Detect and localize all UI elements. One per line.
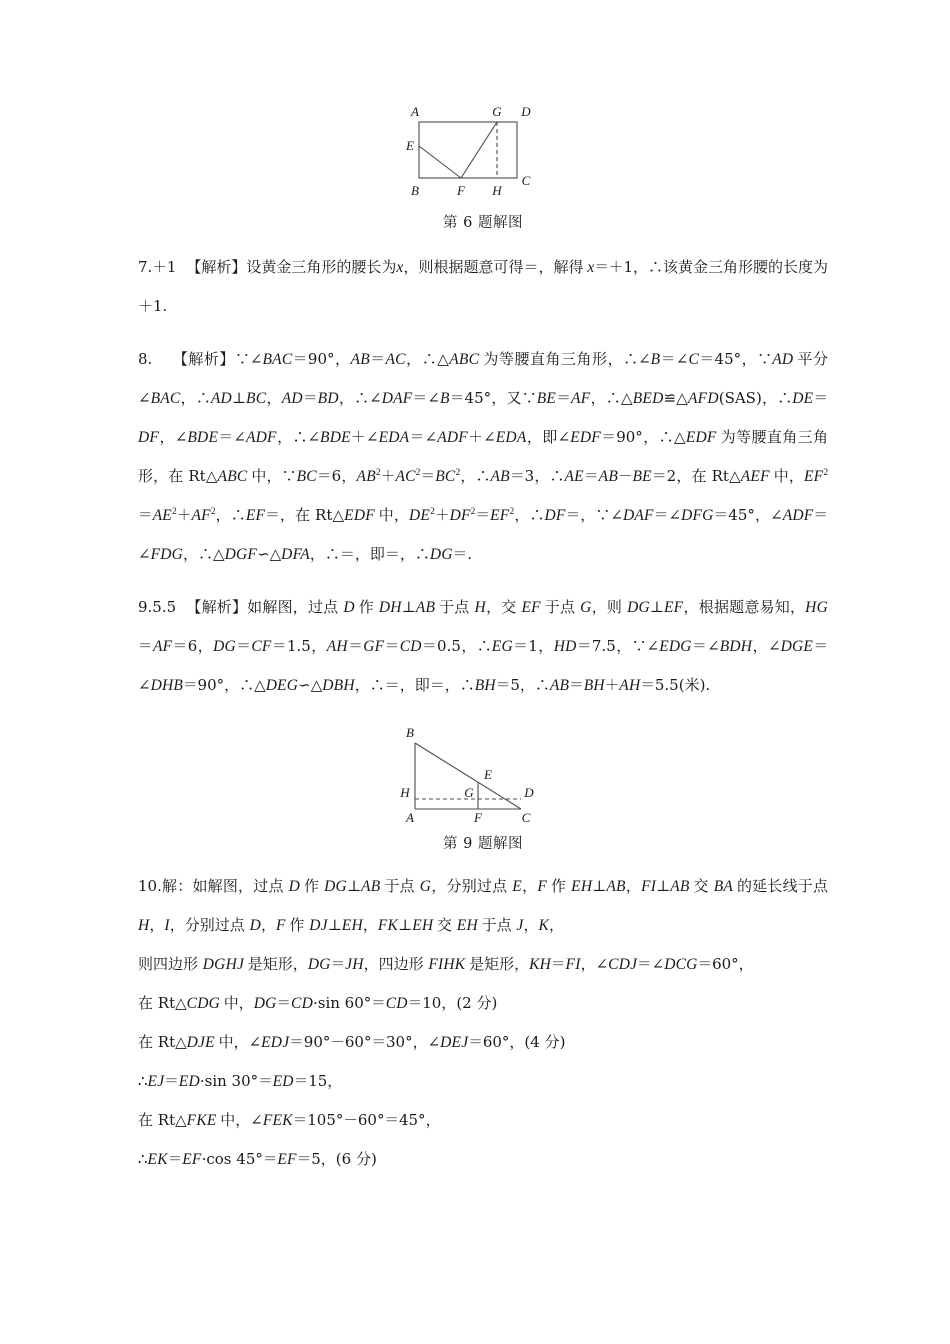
page-content: [138, 100, 828, 1181]
problem-10-line-7: ∴EK＝EF·cos 45°＝EF＝5，(6 分): [138, 1150, 377, 1168]
figure-9-label-C: C: [521, 810, 531, 825]
problem-7: [138, 248, 828, 326]
problem-10-line-1: 10.解：如解图，过点 D 作 DG⊥AB 于点 G，分别过点 E，F 作 EH⊥AB，FI⊥AB 交 BA 的延长线于点 H，I，分别过点 D，F 作 DJ⊥EH，FK⊥EH 交 EH 于点 J，K，: [138, 877, 828, 934]
problem-8: [138, 340, 828, 574]
problem-10-line-6: 在 Rt△FKE 中，∠FEK＝105°－60°＝45°，: [138, 1111, 441, 1129]
figure-6-label-F: F: [457, 183, 465, 198]
figure-9-caption: 第 9 题解图: [443, 836, 523, 852]
figure-9-label-H: H: [400, 785, 410, 800]
figure-9-label-B: B: [406, 725, 414, 740]
figure-9-diagram: [393, 721, 573, 826]
problem-10-line-4: 在 Rt△DJE 中，∠EDJ＝90°－60°＝30°，∠DEJ＝60°，(4 分): [138, 1033, 566, 1051]
figure-9-block: [138, 721, 828, 853]
figure-6-label-A: A: [411, 104, 419, 119]
figure-6-label-E: E: [406, 138, 414, 153]
figure-6-diagram: [393, 100, 573, 205]
problem-10: [138, 867, 828, 1179]
figure-6-label-D: D: [521, 104, 531, 119]
figure-6-block: [138, 100, 828, 232]
problem-10-line-3: 在 Rt△CDG 中，DG＝CD·sin 60°＝CD＝10，(2 分): [138, 994, 498, 1012]
figure-6-label-B: B: [411, 183, 419, 198]
problem-10-line-5: ∴EJ＝ED·sin 30°＝ED＝15，: [138, 1072, 343, 1090]
problem-7-text: 7.＋1 【解析】设黄金三角形的腰长为x，则根据题意可得＝，解得 x＝＋1，∴该黄金三角形腰的长度为＋1.: [138, 258, 829, 315]
figure-6-caption: 第 6 题解图: [443, 215, 523, 231]
problem-8-text: 8. 【解析】∵∠BAC＝90°，AB＝AC，∴△ABC 为等腰直角三角形，∴∠B＝∠C＝45°，∵AD 平分∠BAC，∴AD⊥BC，AD＝BD，∴∠DAF＝∠B＝45°，又∵BE＝AF，∴△BED≌△AFD(SAS)，∴DE＝DF，∠BDE＝∠ADF，∴∠BDE＋∠EDA＝∠ADF＋∠EDA，即∠EDF＝90°，∴△EDF 为等腰直角三角形，在 Rt△ABC 中，∵BC＝6，$AB^2+AC^2=BC^2$，∴AB＝3，∴AE＝AB－BE＝2，在 Rt△AEF 中，$EF^2=AE^2+AF^2$，∴EF＝，在 Rt△EDF 中，$DE^2+DF^2=EF^2$，∴DF＝，∵∠DAF＝∠DFG＝45°，∠ADF＝∠FDG，∴△DGF∽△DFA，∴＝，即＝，∴DG＝.: [138, 350, 829, 563]
figure-9-label-G: G: [464, 785, 474, 800]
figure-6-label-H: H: [492, 183, 502, 198]
figure-6-label-G: G: [492, 104, 502, 119]
problem-9: [138, 588, 828, 705]
figure-6-label-C: C: [521, 173, 531, 188]
figure-9-label-D: D: [524, 785, 534, 800]
problem-9-text: 9.5.5 【解析】如解图，过点 D 作 DH⊥AB 于点 H，交 EF 于点 G，则 DG⊥EF，根据题意易知，HG＝AF＝6，DG＝CF＝1.5，AH＝GF＝CD＝0.5，∴EG＝1，HD＝7.5，∵∠EDG＝∠BDH，∠DGE＝∠DHB＝90°，∴△DEG∽△DBH，∴＝，即＝，∴BH＝5，∴AB＝BH＋AH＝5.5(米).: [138, 598, 829, 694]
figure-9-label-A: A: [406, 810, 414, 825]
problem-10-line-2: 则四边形 DGHJ 是矩形，DG＝JH，四边形 FIHK 是矩形，KH＝FI，∠CDJ＝∠DCG＝60°，: [138, 955, 754, 973]
figure-9-label-F: F: [474, 810, 482, 825]
figure-9-label-E: E: [484, 767, 492, 782]
